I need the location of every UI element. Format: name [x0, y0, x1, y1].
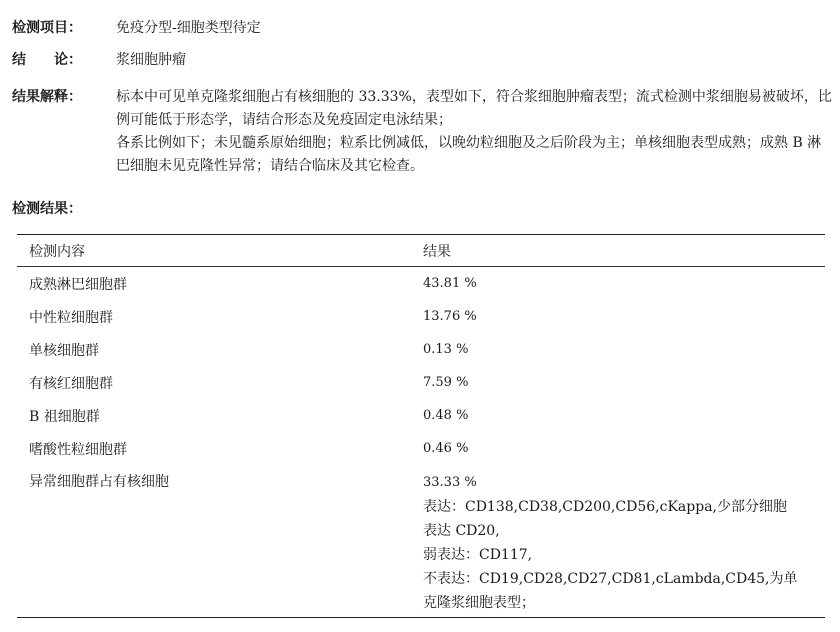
results-section-title: 检测结果：: [12, 201, 82, 217]
results-table: [17, 234, 825, 618]
table-row: [17, 333, 825, 366]
table-row: [17, 267, 825, 300]
phenotype-line: 克隆浆细胞表型；: [423, 595, 535, 611]
test-item-label: 检测项目：: [12, 20, 82, 36]
field-test-item: [12, 17, 832, 40]
field-interpretation: [12, 86, 832, 178]
table-row: [17, 300, 825, 333]
row-name: 单核细胞群: [29, 342, 99, 359]
row-value: 43.81 %: [423, 276, 477, 291]
header-result: 结果: [423, 243, 451, 260]
row-name: B 祖细胞群: [29, 408, 100, 425]
phenotype-line: 表达 CD20,: [423, 523, 500, 539]
table-row: [17, 399, 825, 432]
interpretation-paragraph: 标本中可见单克隆浆细胞占有核细胞的 33.33%，表型如下，符合浆细胞肿瘤表型；流式检测中浆细胞易被破坏，比例可能低于形态学，请结合形态及免疫固定电泳结果；: [116, 89, 832, 128]
row-value: 0.48 %: [423, 408, 469, 423]
phenotype-line: 弱表达：CD117,: [423, 547, 533, 563]
row-name: 中性粒细胞群: [29, 309, 113, 326]
row-value: 13.76 %: [423, 309, 477, 324]
row-value-details: [423, 471, 825, 615]
interpretation-label: 结果解释：: [12, 89, 82, 105]
interpretation-paragraph: 各系比例如下；未见髓系原始细胞；粒系比例减低，以晚幼粒细胞及之后阶段为主；单核细胞表型成熟；成熟 B 淋巴细胞未见克隆性异常；请结合临床及其它检查。: [116, 135, 822, 174]
header-test-content: 检测内容: [29, 243, 85, 260]
row-name: 嗜酸性粒细胞群: [29, 441, 127, 458]
row-value: 0.13 %: [423, 342, 469, 357]
test-item-value: [116, 17, 832, 40]
field-conclusion: [12, 49, 832, 72]
test-item-text: 免疫分型-细胞类型待定: [116, 20, 261, 36]
conclusion-text: 浆细胞肿瘤: [116, 52, 186, 68]
phenotype-line: 表达：CD138,CD38,CD200,CD56,cKappa,少部分细胞: [423, 499, 787, 515]
row-value: 7.59 %: [423, 375, 469, 390]
table-header-row: [17, 235, 825, 267]
phenotype-line: 不表达：CD19,CD28,CD27,CD81,cLambda,CD45,为单: [423, 571, 798, 587]
table-row: [17, 432, 825, 465]
row-name: 成熟淋巴细胞群: [29, 276, 127, 293]
table-row: [17, 366, 825, 399]
table-row-abnormal: [17, 465, 825, 617]
row-value: 0.46 %: [423, 441, 469, 456]
row-name: 异常细胞群占有核细胞: [29, 474, 169, 490]
conclusion-value: [116, 49, 832, 72]
row-name: 有核红细胞群: [29, 375, 113, 392]
conclusion-label: 结 论：: [12, 52, 82, 68]
interpretation-value: [116, 86, 832, 178]
abnormal-percentage: 33.33 %: [423, 475, 477, 490]
